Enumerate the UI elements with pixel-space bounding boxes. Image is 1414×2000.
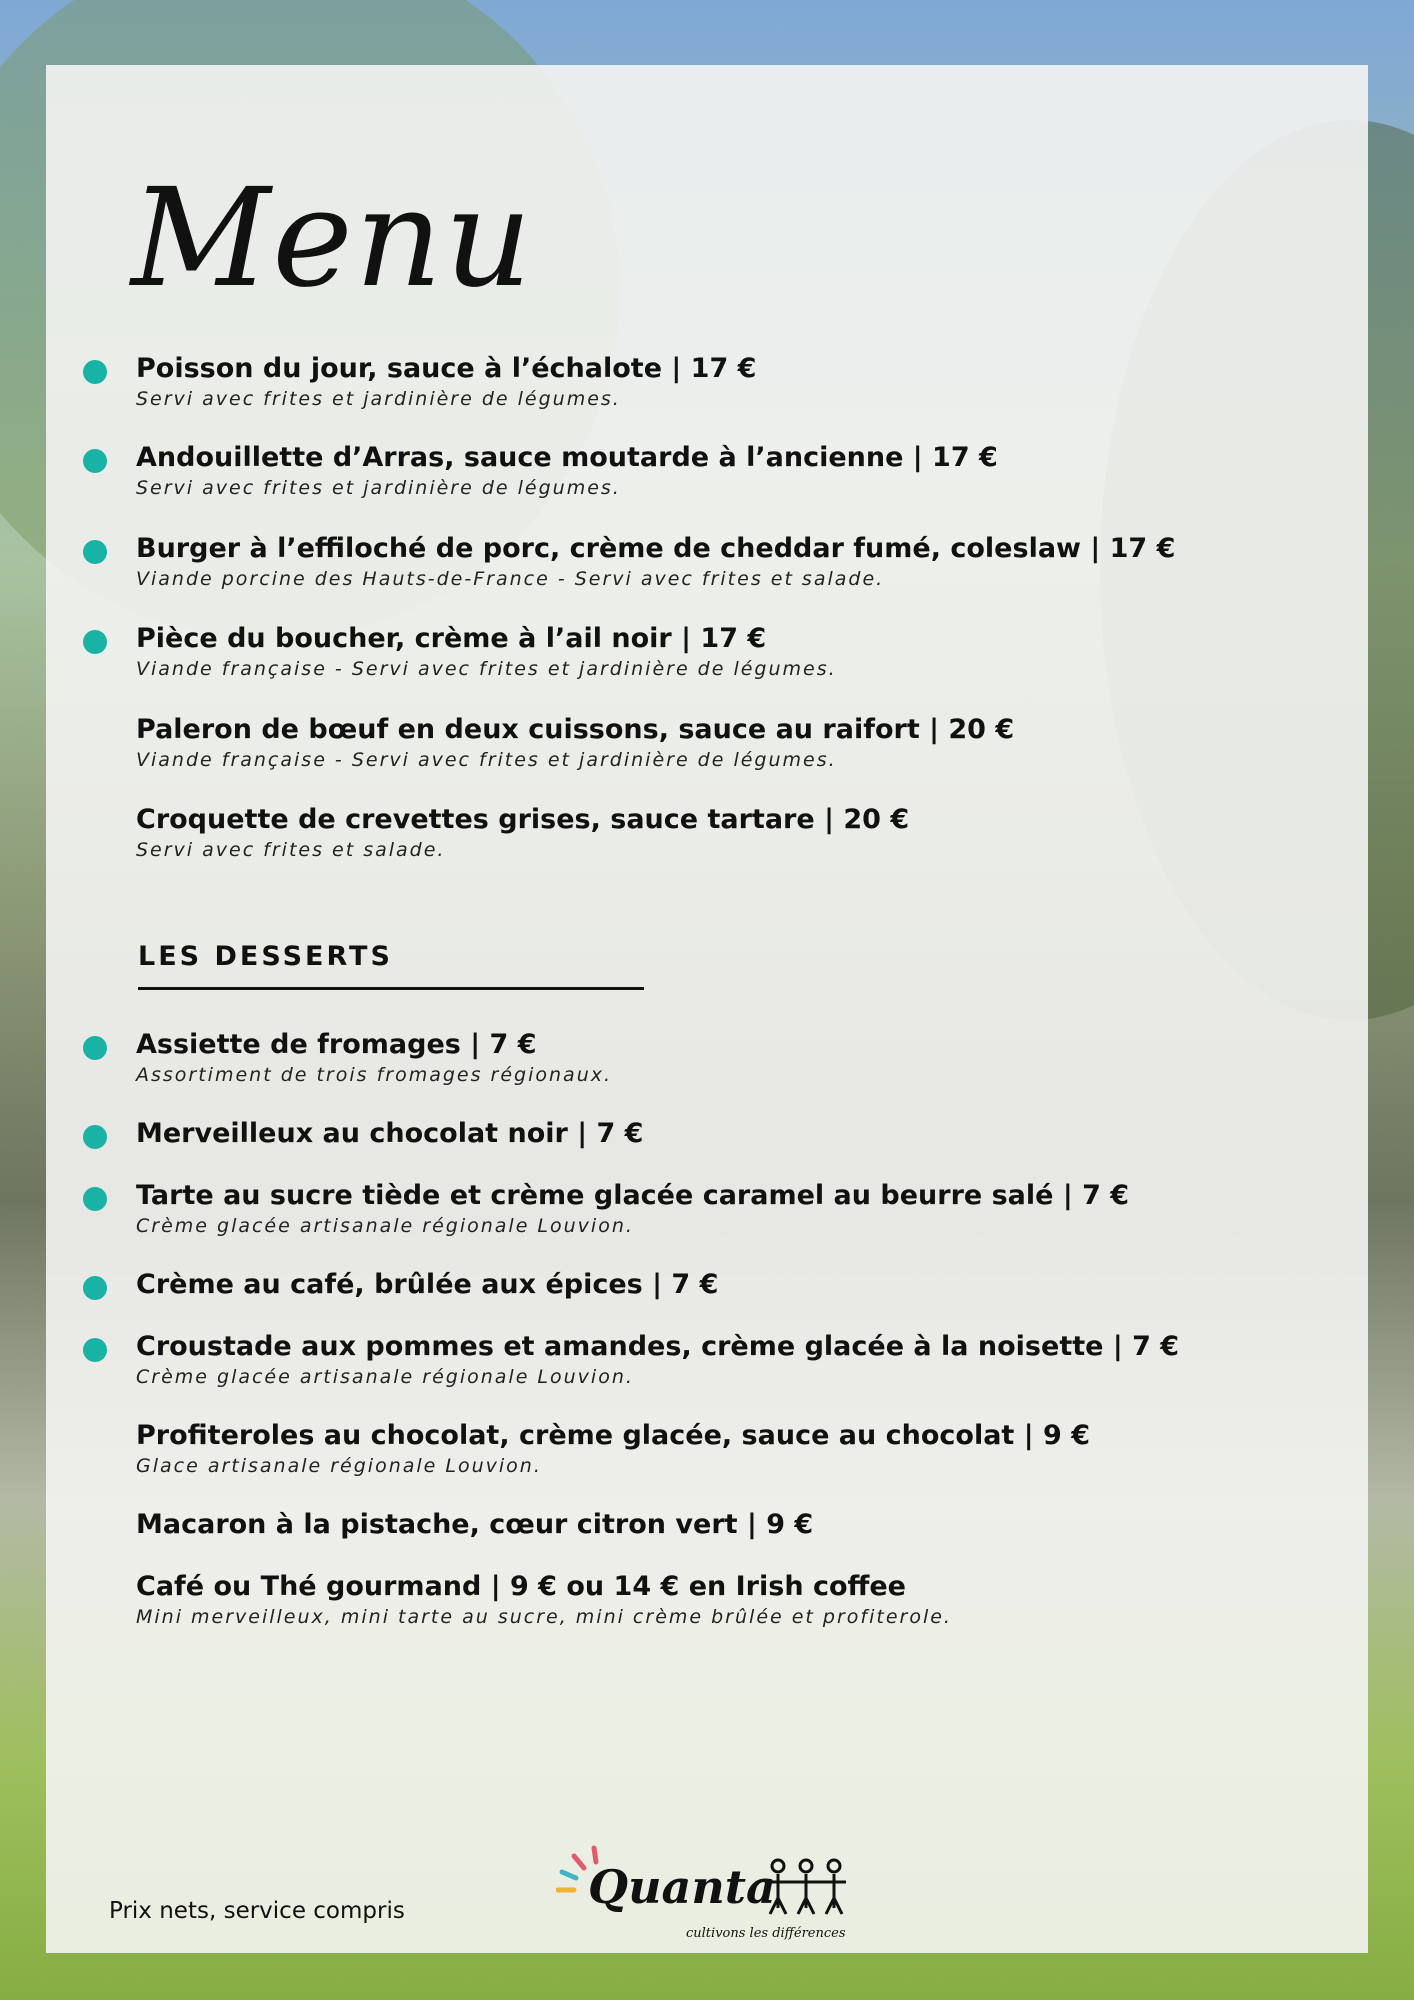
menu-item-description: Viande porcine des Hauts-de-France - Servi avec frites et salade. xyxy=(136,568,885,590)
bullet-dot-icon xyxy=(83,1187,107,1211)
menu-item-description: Viande française - Servi avec frites et jardinière de légumes. xyxy=(136,749,837,771)
dessert-item-title: Croustade aux pommes et amandes, crème glacée à la noisette | 7 € xyxy=(136,1331,1180,1362)
dessert-item-title: Café ou Thé gourmand | 9 € ou 14 € en Irish coffee xyxy=(136,1571,906,1602)
bullet-dot-icon xyxy=(83,1338,107,1362)
menu-item-title: Poisson du jour, sauce à l’échalote | 17 € xyxy=(136,353,757,384)
dessert-item xyxy=(136,1419,1286,1479)
desserts-divider xyxy=(138,987,644,990)
menu-panel xyxy=(46,65,1368,1953)
logo-tagline: cultivons les différences xyxy=(686,1926,846,1941)
dessert-item-title: Profiteroles au chocolat, crème glacée, sauce au chocolat | 9 € xyxy=(136,1420,1090,1451)
dessert-item-description: Crème glacée artisanale régionale Louvion. xyxy=(136,1366,634,1388)
menu-item-title: Paleron de bœuf en deux cuissons, sauce au raifort | 20 € xyxy=(136,714,1015,745)
menu-item-title: Burger à l’effiloché de porc, crème de cheddar fumé, coleslaw | 17 € xyxy=(136,533,1176,564)
bullet-dot-icon xyxy=(83,360,107,384)
dessert-item xyxy=(136,1028,1286,1088)
menu-item xyxy=(136,622,1286,682)
dessert-item-description: Crème glacée artisanale régionale Louvion. xyxy=(136,1215,634,1237)
menu-item-description: Servi avec frites et jardinière de légumes. xyxy=(136,388,621,410)
menu-item-description: Servi avec frites et jardinière de légumes. xyxy=(136,477,621,499)
dessert-item-description: Assortiment de trois fromages régionaux. xyxy=(136,1064,613,1086)
quanta-logo xyxy=(556,1838,866,1950)
bullet-dot-icon xyxy=(83,449,107,473)
desserts-heading: LES DESSERTS xyxy=(138,941,393,972)
bullet-dot-icon xyxy=(83,1276,107,1300)
dessert-item xyxy=(136,1570,1286,1630)
dessert-item-title: Macaron à la pistache, cœur citron vert | 9 € xyxy=(136,1509,814,1540)
menu-item xyxy=(136,532,1286,592)
dessert-item xyxy=(136,1179,1286,1239)
menu-item-title: Andouillette d’Arras, sauce moutarde à l’ancienne | 17 € xyxy=(136,442,998,473)
menu-item-description: Viande française - Servi avec frites et jardinière de légumes. xyxy=(136,658,837,680)
menu-title: Menu xyxy=(131,160,534,318)
dessert-item-description: Glace artisanale régionale Louvion. xyxy=(136,1455,542,1477)
dessert-item-title: Crème au café, brûlée aux épices | 7 € xyxy=(136,1269,719,1300)
price-note: Prix nets, service compris xyxy=(109,1898,405,1924)
dessert-item xyxy=(136,1268,1286,1302)
menu-item xyxy=(136,713,1286,773)
dessert-item xyxy=(136,1330,1286,1390)
menu-item xyxy=(136,441,1286,501)
menu-item-description: Servi avec frites et salade. xyxy=(136,839,446,861)
bullet-dot-icon xyxy=(83,540,107,564)
bullet-dot-icon xyxy=(83,630,107,654)
menu-item-title: Croquette de crevettes grises, sauce tartare | 20 € xyxy=(136,804,910,835)
dessert-item-title: Tarte au sucre tiède et crème glacée caramel au beurre salé | 7 € xyxy=(136,1180,1130,1211)
dessert-item-title: Merveilleux au chocolat noir | 7 € xyxy=(136,1118,644,1149)
menu-item xyxy=(136,803,1286,863)
dessert-item xyxy=(136,1117,1286,1151)
logo-wordmark: Quanta xyxy=(588,1860,776,1914)
dessert-item-description: Mini merveilleux, mini tarte au sucre, mini crème brûlée et profiterole. xyxy=(136,1606,952,1628)
menu-item-title: Pièce du boucher, crème à l’ail noir | 17 € xyxy=(136,623,767,654)
bullet-dot-icon xyxy=(83,1036,107,1060)
dessert-item xyxy=(136,1508,1286,1542)
bullet-dot-icon xyxy=(83,1125,107,1149)
dessert-item-title: Assiette de fromages | 7 € xyxy=(136,1029,537,1060)
menu-item xyxy=(136,352,1286,412)
